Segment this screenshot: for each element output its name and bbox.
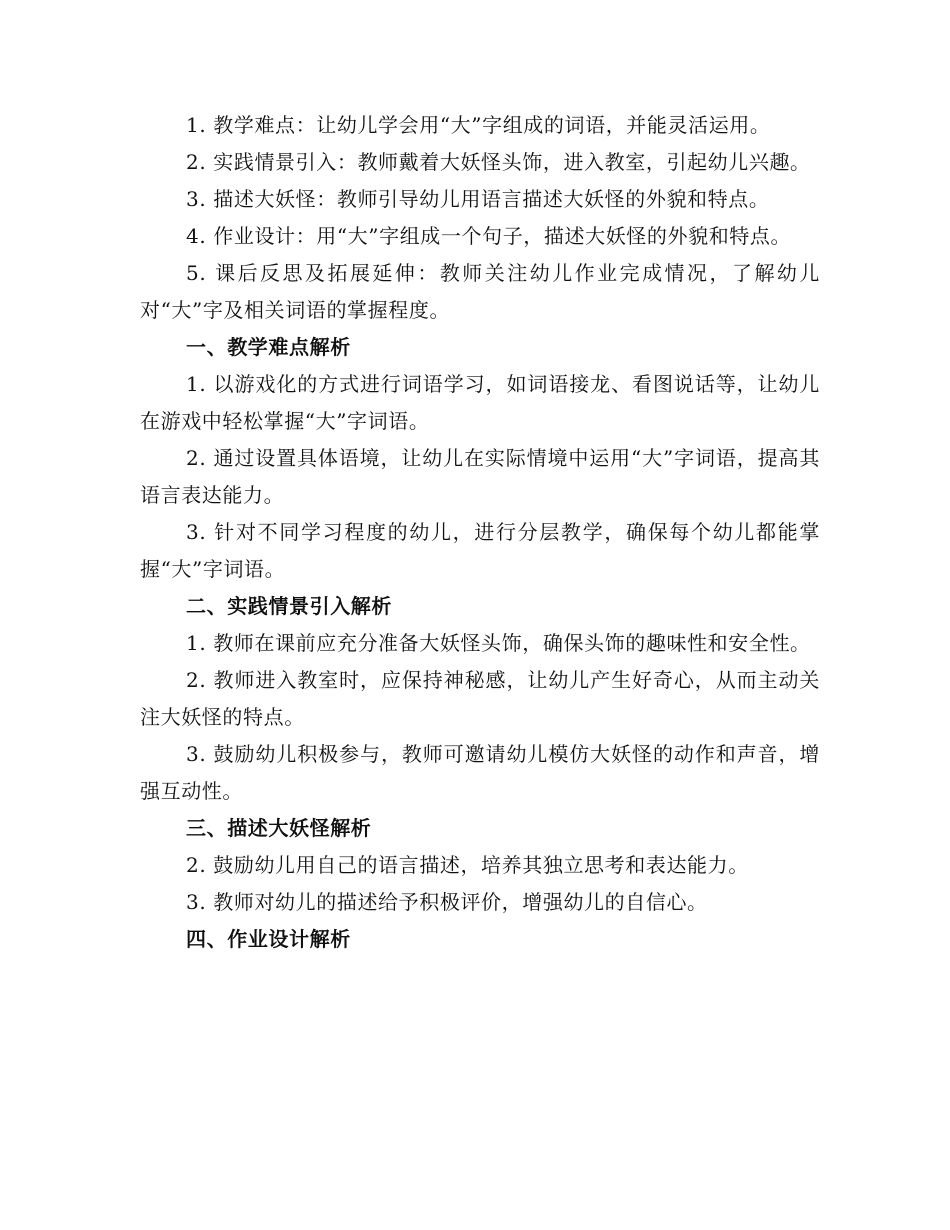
intro-item-5: 5. 课后反思及拓展延伸：教师关注幼儿作业完成情况，了解幼儿对“大”字及相关词语的掌握程度。 (140, 261, 820, 322)
section1-item-2: 2. 通过设置具体语境，让幼儿在实际情境中运用“大”字词语，提高其语言表达能力。 (140, 446, 820, 507)
section2-item-2: 2. 教师进入教室时，应保持神秘感，让幼儿产生好奇心，从而主动关注大妖怪的特点。 (140, 668, 820, 729)
section-heading-scenario-intro: 二、实践情景引入解析 (186, 594, 392, 618)
intro-item-4: 4. 作业设计：用“大”字组成一个句子，描述大妖怪的外貌和特点。 (186, 224, 792, 248)
section1-item-3: 3. 针对不同学习程度的幼儿，进行分层教学，确保每个幼儿都能掌握“大”字词语。 (140, 520, 820, 581)
section-heading-teaching-difficulty: 一、教学难点解析 (186, 335, 351, 359)
section3-item-3: 3. 教师对幼儿的描述给予积极评价，增强幼儿的自信心。 (186, 890, 708, 914)
section2-item-1: 1. 教师在课前应充分准备大妖怪头饰，确保头饰的趣味性和安全性。 (186, 631, 811, 655)
document-body (140, 107, 820, 958)
section-heading-homework-design: 四、作业设计解析 (186, 927, 351, 951)
intro-item-2: 2. 实践情景引入：教师戴着大妖怪头饰，进入教室，引起幼儿兴趣。 (186, 150, 811, 174)
intro-item-1: 1. 教学难点：让幼儿学会用“大”字组成的词语，并能灵活运用。 (186, 113, 771, 137)
section2-item-3: 3. 鼓励幼儿积极参与，教师可邀请幼儿模仿大妖怪的动作和声音，增强互动性。 (140, 742, 820, 803)
section1-item-1: 1. 以游戏化的方式进行词语学习，如词语接龙、看图说话等，让幼儿在游戏中轻松掌握“大”字词语。 (140, 372, 820, 433)
section3-item-2: 2. 鼓励幼儿用自己的语言描述，培养其独立思考和表达能力。 (186, 853, 749, 877)
section-heading-describe-monster: 三、描述大妖怪解析 (186, 816, 372, 840)
intro-item-3: 3. 描述大妖怪：教师引导幼儿用语言描述大妖怪的外貌和特点。 (186, 187, 770, 211)
